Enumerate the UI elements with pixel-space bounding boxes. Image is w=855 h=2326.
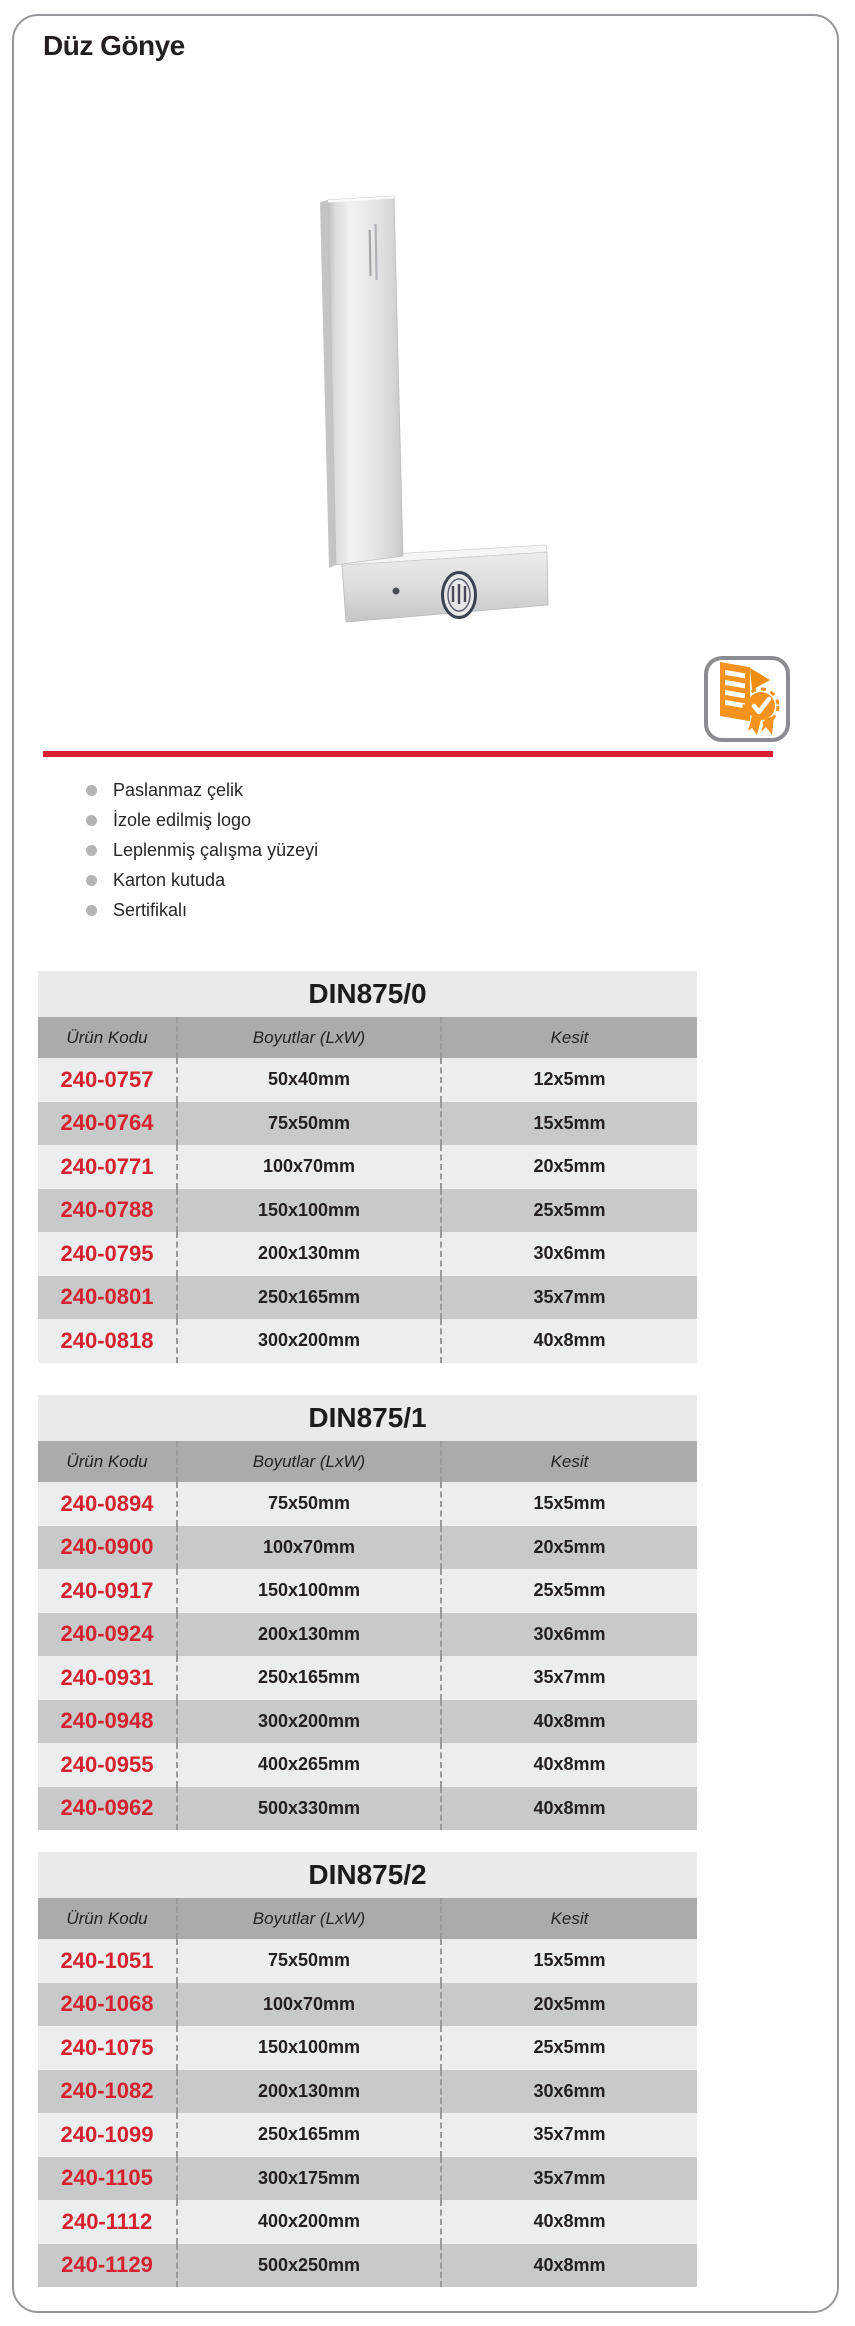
table-row [38,1613,697,1657]
column-header: Boyutlar (LxW) [176,1017,440,1058]
cross-section: 40x8mm [440,2244,697,2288]
cross-section: 25x5mm [440,2026,697,2070]
table-body [38,1939,697,2287]
table-row [38,1319,697,1363]
dimensions: 250x165mm [176,1656,440,1700]
product-code: 240-0801 [60,1284,154,1310]
table-title: DIN875/1 [38,1395,697,1441]
table-row [38,1656,697,1700]
cross-section: 15x5mm [440,1482,697,1526]
table-row [38,1102,697,1146]
table-header-row [38,1441,697,1482]
cross-section: 40x8mm [440,1319,697,1363]
cross-section: 35x7mm [440,2113,697,2157]
spec-table [38,1852,697,2287]
square-blade [328,196,403,565]
product-code: 240-0757 [60,1066,154,1092]
cross-section: 30x6mm [440,2070,697,2114]
dimensions: 150x100mm [176,1569,440,1613]
feature-list [86,775,318,925]
dimensions: 150x100mm [176,2026,440,2070]
product-code: 240-0948 [60,1708,154,1734]
cross-section: 35x7mm [440,1276,697,1320]
table-row [38,1145,697,1189]
table-row [38,1743,697,1787]
dimensions: 300x200mm [176,1319,440,1363]
dimensions: 300x200mm [176,1700,440,1744]
cross-section: 15x5mm [440,1939,697,1983]
product-code: 240-0924 [60,1621,154,1647]
table-row [38,2113,697,2157]
column-header: Ürün Kodu [66,1451,148,1471]
feature-item: Leplenmiş çalışma yüzeyi [86,835,318,865]
dimensions: 200x130mm [176,1613,440,1657]
dimensions: 250x165mm [176,1276,440,1320]
column-header: Ürün Kodu [66,1908,148,1928]
spec-table [38,1395,697,1830]
column-header: Boyutlar (LxW) [176,1898,440,1939]
table-row [38,1058,697,1102]
column-header: Kesit [440,1441,697,1482]
cross-section: 25x5mm [440,1189,697,1233]
product-code: 240-0931 [60,1664,154,1690]
column-header: Kesit [440,1898,697,1939]
product-image-flat-square [315,188,555,638]
dimensions: 250x165mm [176,2113,440,2157]
product-code: 240-1129 [61,2252,153,2278]
column-header: Ürün Kodu [66,1027,148,1047]
feature-item: Paslanmaz çelik [86,775,318,805]
dimensions: 400x200mm [176,2200,440,2244]
product-code: 240-0894 [60,1490,154,1516]
feature-item: Karton kutuda [86,865,318,895]
product-code: 240-0764 [60,1110,154,1136]
product-code: 240-1082 [60,2078,154,2104]
cross-section: 40x8mm [440,1787,697,1831]
product-code: 240-0788 [60,1197,154,1223]
product-code: 240-0795 [60,1240,154,1266]
product-code: 240-0818 [60,1327,154,1353]
feature-item: Sertifikalı [86,895,318,925]
product-code: 240-0955 [60,1751,154,1777]
dimensions: 200x130mm [176,2070,440,2114]
product-code: 240-1105 [61,2165,153,2191]
column-header: Boyutlar (LxW) [176,1441,440,1482]
table-title: DIN875/2 [38,1852,697,1898]
dimensions: 100x70mm [176,1145,440,1189]
cross-section: 20x5mm [440,1526,697,1570]
product-code: 240-1112 [61,2208,153,2234]
product-code: 240-0962 [60,1795,154,1821]
cross-section: 40x8mm [440,1743,697,1787]
product-code: 240-0771 [60,1153,154,1179]
product-code: 240-1051 [60,1947,154,1973]
product-code: 240-1099 [60,2121,154,2147]
certificate-icon [704,656,790,742]
table-body [38,1482,697,1830]
table-title: DIN875/0 [38,971,697,1017]
cross-section: 40x8mm [440,2200,697,2244]
table-body [38,1058,697,1363]
dimensions: 150x100mm [176,1189,440,1233]
column-header: Kesit [440,1017,697,1058]
cross-section: 30x6mm [440,1232,697,1276]
dimensions: 75x50mm [176,1102,440,1146]
cross-section: 35x7mm [440,2157,697,2201]
dimensions: 100x70mm [176,1526,440,1570]
cross-section: 12x5mm [440,1058,697,1102]
dimensions: 75x50mm [176,1482,440,1526]
table-row [38,1787,697,1831]
red-divider-line [43,751,773,757]
table-row [38,1569,697,1613]
table-row [38,1276,697,1320]
product-code: 240-1068 [60,1991,154,2017]
table-row [38,1983,697,2027]
table-row [38,1189,697,1233]
dimensions: 400x265mm [176,1743,440,1787]
dimensions: 75x50mm [176,1939,440,1983]
page-title: Düz Gönye [43,30,185,61]
cross-section: 20x5mm [440,1983,697,2027]
cross-section: 20x5mm [440,1145,697,1189]
product-code: 240-0900 [60,1534,154,1560]
table-row [38,2070,697,2114]
table-row [38,2244,697,2288]
table-row [38,1939,697,1983]
table-header-row [38,1898,697,1939]
dimensions: 500x250mm [176,2244,440,2288]
table-row [38,2200,697,2244]
product-code: 240-0917 [60,1577,154,1603]
feature-item: İzole edilmiş logo [86,805,318,835]
table-row [38,1482,697,1526]
table-row [38,2026,697,2070]
table-row [38,1526,697,1570]
dimensions: 500x330mm [176,1787,440,1831]
cross-section: 25x5mm [440,1569,697,1613]
dimensions: 50x40mm [176,1058,440,1102]
cross-section: 15x5mm [440,1102,697,1146]
product-code: 240-1075 [60,2034,154,2060]
cross-section: 30x6mm [440,1613,697,1657]
dimensions: 100x70mm [176,1983,440,2027]
rivet-dot [393,588,400,595]
dimensions: 300x175mm [176,2157,440,2201]
cross-section: 35x7mm [440,1656,697,1700]
table-row [38,2157,697,2201]
dimensions: 200x130mm [176,1232,440,1276]
table-header-row [38,1017,697,1058]
cross-section: 40x8mm [440,1700,697,1744]
table-row [38,1700,697,1744]
brand-logo-stamp [443,573,476,618]
spec-table [38,971,697,1363]
table-row [38,1232,697,1276]
